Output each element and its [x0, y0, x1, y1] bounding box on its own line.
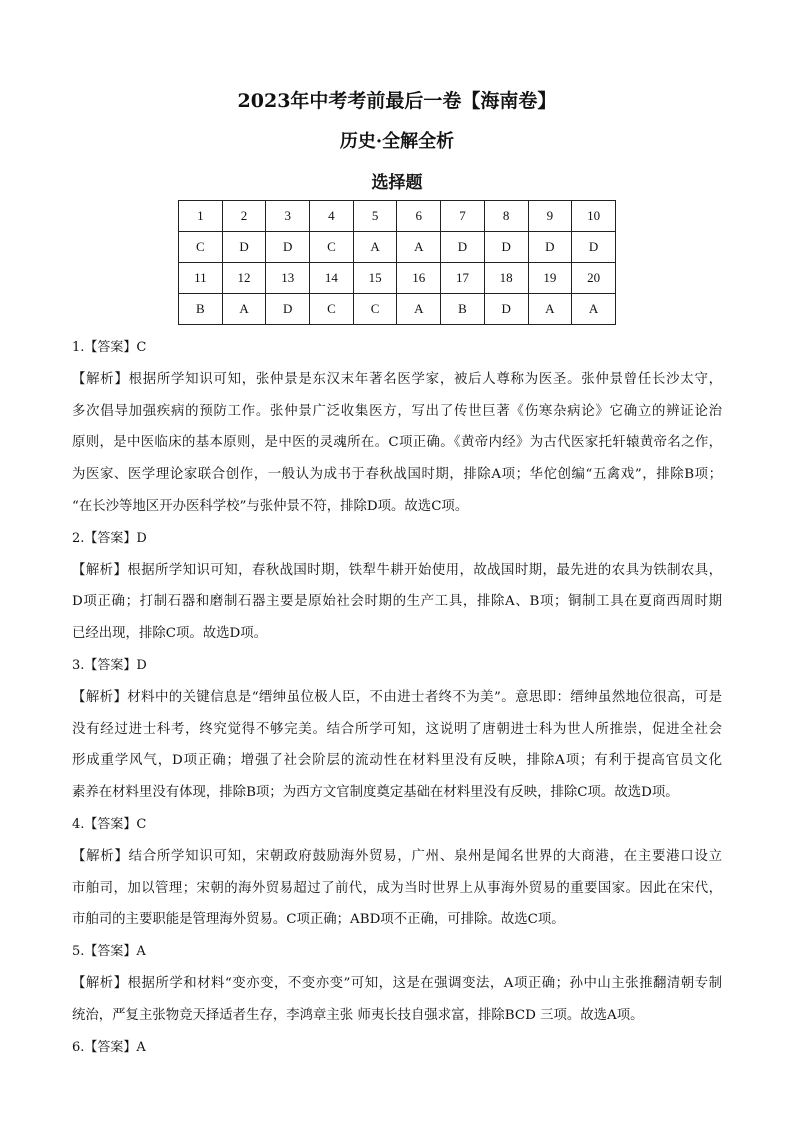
analysis-text-line: 素养在材料里没有体现，排除B项；为西方文官制度奠定基础在材料里没有反映，排除C项。故选D项。: [72, 785, 679, 801]
answer-cell: A: [222, 294, 266, 325]
answer-cell: D: [572, 232, 616, 263]
answer-table-row: [179, 232, 616, 263]
answer-table-row: [179, 201, 616, 232]
answer-cell: D: [484, 294, 528, 325]
section-heading: 选择题: [371, 173, 423, 193]
answer-cell: B: [441, 294, 485, 325]
answer-cell: B: [179, 294, 223, 325]
question-number-cell: 8: [484, 201, 528, 232]
question-number-cell: 15: [353, 263, 397, 294]
answer-cell: A: [528, 294, 572, 325]
answer-cell: D: [266, 232, 310, 263]
answer-cell: D: [484, 232, 528, 263]
question-number-cell: 12: [222, 263, 266, 294]
answer-cell: C: [310, 232, 354, 263]
question-number-cell: 18: [484, 263, 528, 294]
question-number-cell: 13: [266, 263, 310, 294]
answer-cell: C: [179, 232, 223, 263]
explanation-content: [72, 332, 722, 1063]
answer-label: 1.【答案】C: [72, 340, 147, 355]
analysis-text-line: 【解析】根据所学知识可知，张仲景是东汉末年著名医学家，被后人尊称为医圣。张仲景曾任长沙太守，: [72, 371, 722, 387]
analysis-text-line: 已经出现，排除C项。故选D项。: [72, 626, 268, 642]
question-number-cell: 11: [179, 263, 223, 294]
analysis-text-line: 市舶司的主要职能是管理海外贸易。C项正确；ABD项不正确，可排除。故选C项。: [72, 912, 565, 928]
answer-cell: A: [572, 294, 616, 325]
analysis-text-line: 【解析】材料中的关键信息是“缙绅虽位极人臣，不由进士者终不为美”。意思即：缙绅虽然地位很高，可是: [72, 689, 722, 705]
analysis-text-line: 多次倡导加强疾病的预防工作。张仲景广泛收集医方，写出了传世巨著《伤寒杂病论》它确立的辨证论治: [72, 403, 722, 419]
question-number-cell: 20: [572, 263, 616, 294]
analysis-text-line: 为医家、医学理论家联合创作，一般认为成书于春秋战国时期，排除A项；华佗创编“五禽戏”，排除B项；: [72, 467, 722, 483]
analysis-text-line: 【解析】根据所学和材料“变亦变，不变亦变”可知，这是在强调变法，A项正确；孙中山主张推翻清朝专制: [72, 975, 722, 991]
analysis-text-line: D项正确；打制石器和磨制石器主要是原始社会时期的生产工具，排除A、B项；铜制工具在夏商西周时期: [72, 594, 722, 610]
question-number-cell: 17: [441, 263, 485, 294]
document-subtitle: 历史·全解全析: [339, 131, 455, 152]
answer-table: [178, 200, 616, 325]
analysis-text-line: “在长沙等地区开办医科学校”与张仲景不符，排除D项。故选C项。: [72, 498, 469, 514]
analysis-text-line: 没有经过进士科考，终究觉得不够完美。结合所学可知，这说明了唐朝进士科为世人所推崇，促进全社会: [72, 721, 722, 737]
question-number-cell: 4: [310, 201, 354, 232]
analysis-text-line: 统治，严复主张物竞天择适者生存，李鸿章主张 师夷长技自强求富，排除BCD 三项。故选A项。: [72, 1007, 644, 1023]
answer-cell: D: [441, 232, 485, 263]
question-number-cell: 16: [397, 263, 441, 294]
analysis-text-line: 形成重学风气，D项正确；增强了社会阶层的流动性在材料里没有反映，排除A项；有利于提高官员文化: [72, 753, 722, 769]
answer-table-row: [179, 263, 616, 294]
answer-cell: A: [353, 232, 397, 263]
question-number-cell: 6: [397, 201, 441, 232]
answer-label: 2.【答案】D: [72, 530, 147, 546]
answer-cell: C: [310, 294, 354, 325]
answer-table-row: [179, 294, 616, 325]
answer-label: 3.【答案】D: [72, 657, 147, 673]
answer-label: 4.【答案】C: [72, 816, 147, 832]
question-number-cell: 14: [310, 263, 354, 294]
answer-cell: D: [266, 294, 310, 325]
answer-label: 6.【答案】A: [72, 1039, 146, 1055]
question-number-cell: 19: [528, 263, 572, 294]
answer-label: 5.【答案】A: [72, 944, 146, 960]
question-number-cell: 9: [528, 201, 572, 232]
question-number-cell: 1: [179, 201, 223, 232]
document-title: 2023年中考考前最后一卷【海南卷】: [237, 90, 557, 112]
answer-cell: D: [528, 232, 572, 263]
question-number-cell: 7: [441, 201, 485, 232]
question-number-cell: 2: [222, 201, 266, 232]
question-number-cell: 5: [353, 201, 397, 232]
analysis-text-line: 原则，是中医临床的基本原则，是中医的灵魂所在。C项正确。《黄帝内经》为古代医家托轩辕黄帝名之作，: [72, 435, 722, 451]
analysis-text-line: 【解析】根据所学知识可知，春秋战国时期，铁犁牛耕开始使用，故战国时期，最先进的农具为铁制农具，: [72, 562, 722, 578]
answer-cell: C: [353, 294, 397, 325]
question-number-cell: 10: [572, 201, 616, 232]
analysis-text-line: 【解析】结合所学知识可知，宋朝政府鼓励海外贸易，广州、泉州是闻名世界的大商港，在主要港口设立: [72, 848, 722, 864]
analysis-text-line: 市舶司，加以管理；宋朝的海外贸易超过了前代，成为当时世界上从事海外贸易的重要国家。因此在宋代，: [72, 880, 722, 896]
answer-cell: A: [397, 294, 441, 325]
answer-cell: D: [222, 232, 266, 263]
answer-cell: A: [397, 232, 441, 263]
question-number-cell: 3: [266, 201, 310, 232]
